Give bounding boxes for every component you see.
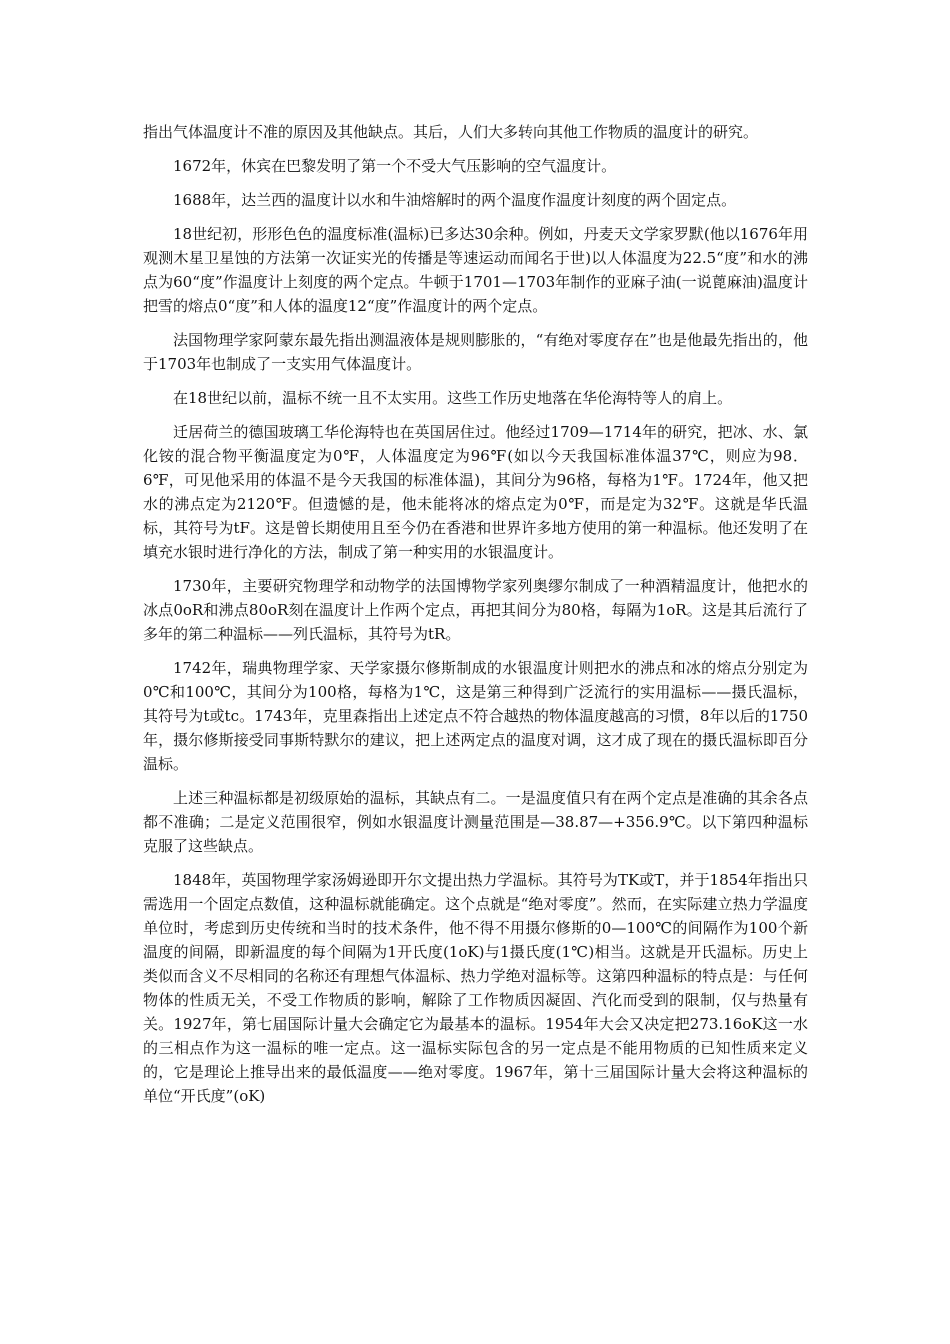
- paragraph: 上述三种温标都是初级原始的温标，其缺点有二。一是温度值只有在两个定点是准确的其余各点都不准确；二是定义范围很窄，例如水银温度计测量范围是—38.87—+356.9℃。以下第四种温标克服了这些缺点。: [143, 789, 808, 855]
- paragraph: 法国物理学家阿蒙东最先指出测温液体是规则膨胀的，“有绝对零度存在”也是他最先指出的，他于1703年也制成了一支实用气体温度计。: [143, 331, 808, 373]
- paragraph: 1730年，主要研究物理学和动物学的法国博物学家列奥缪尔制成了一种酒精温度计，他把水的冰点0oR和沸点80oR刻在温度计上作两个定点，再把其间分为80格，每隔为1oR。这是其后流行了多年的第二种温标——列氏温标，其符号为tR。: [143, 577, 808, 643]
- paragraph: 1672年，休宾在巴黎发明了第一个不受大气压影响的空气温度计。: [173, 157, 617, 175]
- paragraph: 1848年，英国物理学家汤姆逊即开尔文提出热力学温标。其符号为TK或T，并于1854年指出只需选用一个固定点数值，这种温标就能确定。这个点就是“绝对零度”。然而，在实际建立热力学温度单位时，考虑到历史传统和当时的技术条件，他不得不用摄尔修斯的0—100℃的间隔作为100个新温度的间隔，即新温度的每个间隔为1开氏度(1oK)与1摄氏度(1℃)相当。这就是开氏温标。历史上类似而含义不尽相同的名称还有理想气体温标、热力学绝对温标等。这第四种温标的特点是：与任何物体的性质无关，不受工作物质的影响，解除了工作物质因凝固、汽化而受到的限制，仅与热量有关。1927年，第七届国际计量大会确定它为最基本的温标。1954年大会又决定把273.16oK这一水的三相点作为这一温标的唯一定点。这一温标实际包含的另一定点是不能用物质的已知性质来定义的，它是理论上推导出来的最低温度——绝对零度。1967年，第十三届国际计量大会将这种温标的单位“开氏度”(oK): [143, 871, 808, 1105]
- paragraph: 1688年，达兰西的温度计以水和牛油熔解时的两个温度作温度计刻度的两个固定点。: [173, 191, 737, 209]
- paragraph: 迁居荷兰的德国玻璃工华伦海特也在英国居住过。他经过1709—1714年的研究，把冰、水、氯化铵的混合物平衡温度定为0℉，人体温度定为96℉(如以今天我国标准体温37℃，则应为98．6℉，可见他采用的体温不是今天我国的标准体温)，其间分为96格，每格为1℉。1724年，他又把水的沸点定为2120℉。但遗憾的是，他未能将冰的熔点定为0℉，而是定为32℉。这就是华氏温标，其符号为tF。这是曾长期使用且至今仍在香港和世界许多地方使用的第一种温标。他还发明了在填充水银时进行净化的方法，制成了第一种实用的水银温度计。: [143, 423, 808, 561]
- paragraph: 指出气体温度计不准的原因及其他缺点。其后，人们大多转向其他工作物质的温度计的研究。: [143, 123, 759, 141]
- paragraph: 1742年，瑞典物理学家、天学家摄尔修斯制成的水银温度计则把水的沸点和冰的熔点分别定为0℃和100℃，其间分为100格，每格为1℃，这是第三种得到广泛流行的实用温标——摄氏温标，其符号为t或tc。1743年，克里森指出上述定点不符合越热的物体温度越高的习惯，8年以后的1750年，摄尔修斯接受同事斯特默尔的建议，把上述两定点的温度对调，这才成了现在的摄氏温标即百分温标。: [143, 659, 808, 773]
- document-body: [143, 120, 808, 1118]
- paragraph: 18世纪初，形形色色的温度标准(温标)已多达30余种。例如，丹麦天文学家罗默(他以1676年用观测木星卫星蚀的方法第一次证实光的传播是等速运动而闻名于世)以人体温度为22.5“度”和水的沸点为60“度”作温度计上刻度的两个定点。牛顿于1701—1703年制作的亚麻子油(一说蓖麻油)温度计把雪的熔点0“度”和人体的温度12“度”作温度计的两个定点。: [143, 225, 808, 315]
- paragraph: 在18世纪以前，温标不统一且不太实用。这些工作历史地落在华伦海特等人的肩上。: [173, 389, 733, 407]
